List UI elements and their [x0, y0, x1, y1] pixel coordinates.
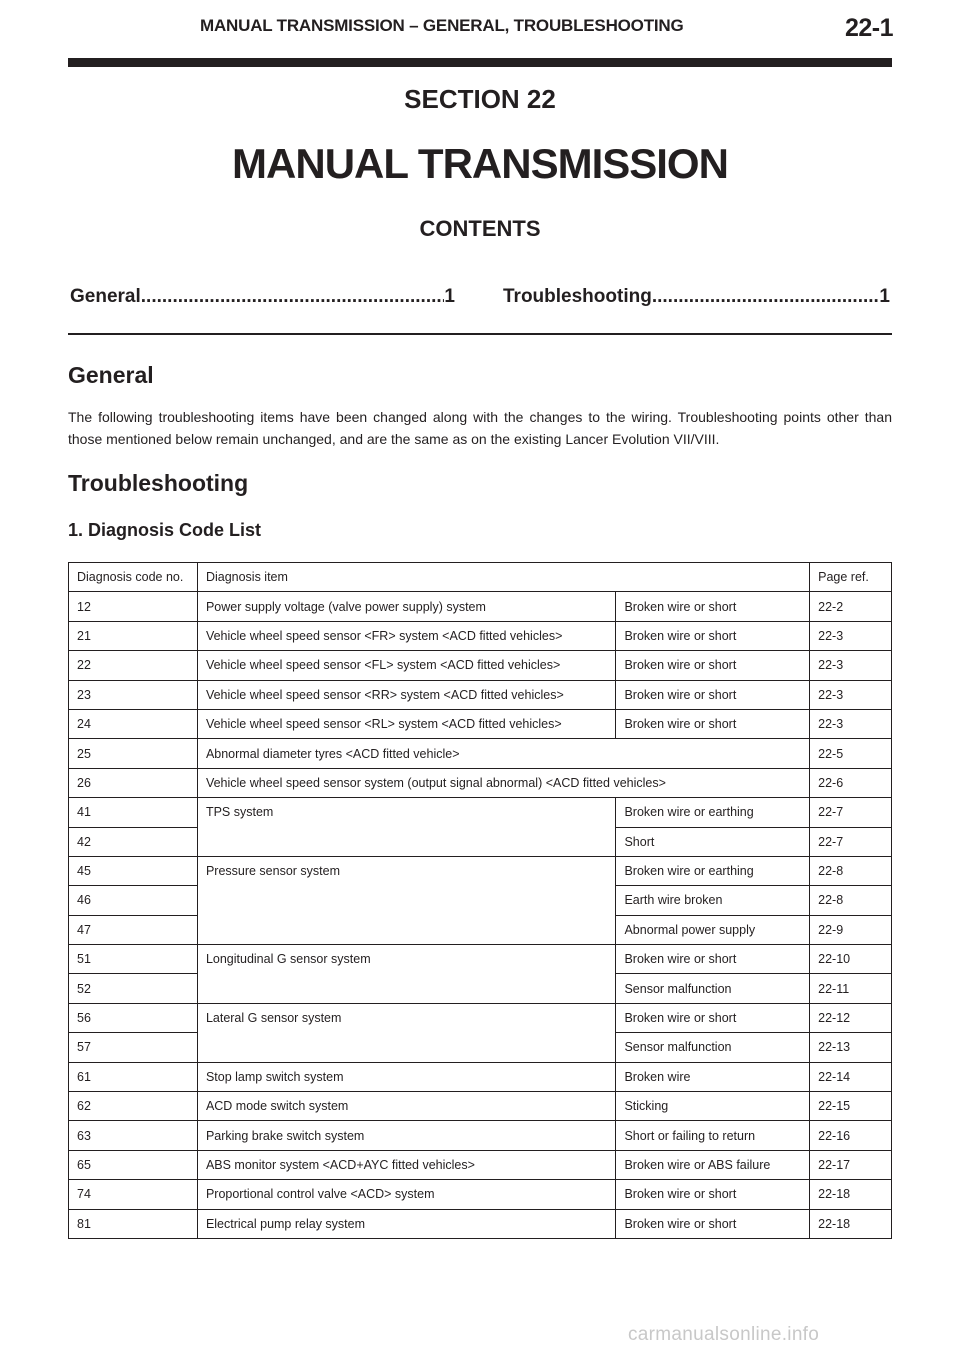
code-cell: 12 [69, 592, 198, 621]
toc-entry-page: 1 [444, 286, 455, 307]
code-cell: 21 [69, 621, 198, 650]
table-row [69, 651, 892, 680]
page-cell: 22-13 [810, 1033, 892, 1062]
header-cell-page: Page ref. [810, 563, 892, 592]
table-row [69, 945, 892, 974]
header-cell-item: Diagnosis item [197, 563, 809, 592]
code-cell: 24 [69, 709, 198, 738]
table-row [69, 1121, 892, 1150]
toc-entry-title: General [70, 286, 141, 307]
code-cell: 74 [69, 1180, 198, 1209]
detail-cell: Broken wire or short [616, 621, 810, 650]
header-rule [68, 58, 892, 67]
code-cell: 57 [69, 1033, 198, 1062]
code-cell: 46 [69, 886, 198, 915]
code-cell: 41 [69, 798, 198, 827]
page-number: 22-1 [845, 14, 894, 42]
table-row [69, 1150, 892, 1179]
item-cell: Abnormal diameter tyres <ACD fitted vehicle> [197, 739, 809, 768]
item-cell: Vehicle wheel speed sensor system (output signal abnormal) <ACD fitted vehicles> [197, 768, 809, 797]
item-cell: Pressure sensor system [197, 856, 616, 944]
page-cell: 22-7 [810, 798, 892, 827]
page-cell: 22-2 [810, 592, 892, 621]
detail-cell: Sticking [616, 1092, 810, 1121]
toc-leader [141, 286, 445, 308]
header-cell-code: Diagnosis code no. [69, 563, 198, 592]
item-cell: ACD mode switch system [197, 1092, 616, 1121]
table-row [69, 768, 892, 797]
detail-cell: Earth wire broken [616, 886, 810, 915]
detail-cell: Sensor malfunction [616, 974, 810, 1003]
code-cell: 51 [69, 945, 198, 974]
general-paragraph: The following troubleshooting items have been changed along with the changes to the wiring. Troubleshooting points other than those mentioned below remain unchanged, and are the same as on the existing Lancer Evolution VII/VIII. [68, 409, 892, 447]
item-cell: Longitudinal G sensor system [197, 945, 616, 1004]
code-cell: 62 [69, 1092, 198, 1121]
table-row [69, 1180, 892, 1209]
page-cell: 22-3 [810, 709, 892, 738]
toc-leader [652, 286, 880, 308]
detail-cell: Broken wire or short [616, 651, 810, 680]
detail-cell: Broken wire or short [616, 945, 810, 974]
toc-entry-troubleshooting[interactable] [503, 286, 890, 312]
contents-label: CONTENTS [419, 216, 541, 241]
code-cell: 42 [69, 827, 198, 856]
code-cell: 63 [69, 1121, 198, 1150]
code-cell: 22 [69, 651, 198, 680]
table-row [69, 680, 892, 709]
item-cell: Electrical pump relay system [197, 1209, 616, 1238]
page-cell: 22-9 [810, 915, 892, 944]
page-cell: 22-15 [810, 1092, 892, 1121]
item-cell: Lateral G sensor system [197, 1003, 616, 1062]
page-cell: 22-14 [810, 1062, 892, 1091]
detail-cell: Broken wire or short [616, 1003, 810, 1032]
item-cell: Power supply voltage (valve power supply) system [197, 592, 616, 621]
item-cell: ABS monitor system <ACD+AYC fitted vehicles> [197, 1150, 616, 1179]
page-cell: 22-8 [810, 856, 892, 885]
diagnosis-code-table [68, 562, 892, 1239]
page-cell: 22-12 [810, 1003, 892, 1032]
page-cell: 22-7 [810, 827, 892, 856]
table-header-row [69, 563, 892, 592]
page-cell: 22-3 [810, 680, 892, 709]
table-row [69, 798, 892, 827]
code-cell: 52 [69, 974, 198, 1003]
table-row [69, 739, 892, 768]
code-cell: 61 [69, 1062, 198, 1091]
troubleshooting-heading: Troubleshooting [68, 470, 249, 496]
detail-cell: Broken wire or earthing [616, 798, 810, 827]
watermark: carmanualsonline.info [628, 1324, 820, 1345]
detail-cell: Broken wire or earthing [616, 856, 810, 885]
item-cell: Vehicle wheel speed sensor <RR> system <ACD fitted vehicles> [197, 680, 616, 709]
item-cell: Parking brake switch system [197, 1121, 616, 1150]
code-cell: 26 [69, 768, 198, 797]
main-title: MANUAL TRANSMISSION [232, 140, 728, 187]
general-heading: General [68, 362, 154, 388]
code-cell: 23 [69, 680, 198, 709]
code-cell: 45 [69, 856, 198, 885]
toc-entry-general[interactable] [70, 286, 455, 312]
detail-cell: Broken wire or short [616, 680, 810, 709]
page-cell: 22-5 [810, 739, 892, 768]
page-cell: 22-11 [810, 974, 892, 1003]
detail-cell: Broken wire or ABS failure [616, 1150, 810, 1179]
detail-cell: Broken wire or short [616, 709, 810, 738]
table-row [69, 1209, 892, 1238]
detail-cell: Short or failing to return [616, 1121, 810, 1150]
section-label: SECTION 22 [404, 84, 556, 114]
code-cell: 81 [69, 1209, 198, 1238]
running-title: MANUAL TRANSMISSION – GENERAL, TROUBLESHOOTING [200, 16, 684, 35]
item-cell: Vehicle wheel speed sensor <FR> system <ACD fitted vehicles> [197, 621, 616, 650]
toc-rule [68, 333, 892, 335]
detail-cell: Broken wire or short [616, 1209, 810, 1238]
page-cell: 22-8 [810, 886, 892, 915]
diagnosis-code-list-heading: 1. Diagnosis Code List [68, 520, 262, 540]
detail-cell: Broken wire [616, 1062, 810, 1091]
item-cell: Vehicle wheel speed sensor <FL> system <ACD fitted vehicles> [197, 651, 616, 680]
toc-entry-title: Troubleshooting [503, 286, 652, 307]
page-cell: 22-18 [810, 1180, 892, 1209]
detail-cell: Short [616, 827, 810, 856]
table-row [69, 1062, 892, 1091]
code-cell: 65 [69, 1150, 198, 1179]
item-cell: Proportional control valve <ACD> system [197, 1180, 616, 1209]
item-cell: Vehicle wheel speed sensor <RL> system <ACD fitted vehicles> [197, 709, 616, 738]
item-cell: TPS system [197, 798, 616, 857]
detail-cell: Broken wire or short [616, 1180, 810, 1209]
page-cell: 22-17 [810, 1150, 892, 1179]
item-cell: Stop lamp switch system [197, 1062, 616, 1091]
running-header [0, 14, 960, 44]
page-cell: 22-10 [810, 945, 892, 974]
detail-cell: Sensor malfunction [616, 1033, 810, 1062]
table-row [69, 621, 892, 650]
table-row [69, 1003, 892, 1032]
table-row [69, 709, 892, 738]
code-cell: 47 [69, 915, 198, 944]
table-row [69, 856, 892, 885]
detail-cell: Abnormal power supply [616, 915, 810, 944]
table-row [69, 1092, 892, 1121]
page-cell: 22-16 [810, 1121, 892, 1150]
page-cell: 22-3 [810, 651, 892, 680]
page-cell: 22-18 [810, 1209, 892, 1238]
detail-cell: Broken wire or short [616, 592, 810, 621]
code-cell: 56 [69, 1003, 198, 1032]
page-cell: 22-6 [810, 768, 892, 797]
table-row [69, 592, 892, 621]
page-cell: 22-3 [810, 621, 892, 650]
code-cell: 25 [69, 739, 198, 768]
toc-entry-page: 1 [879, 286, 890, 307]
